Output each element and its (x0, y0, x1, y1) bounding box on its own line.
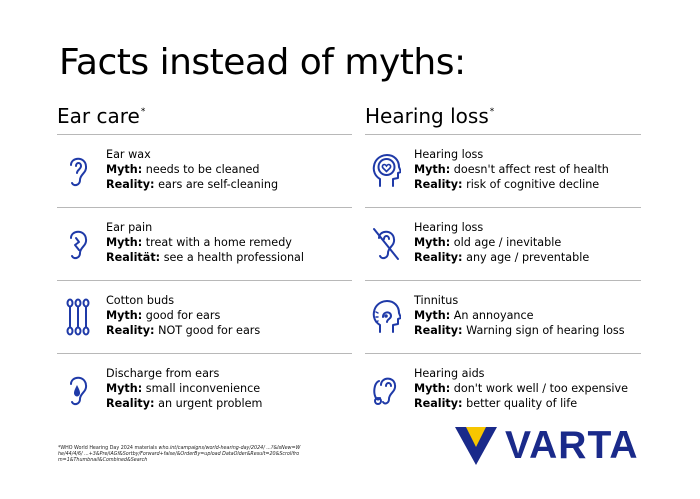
myth-item-ear-pain (57, 208, 352, 281)
myth-item-hearing-aids (365, 354, 641, 426)
item-reality: Reality: ears are self-cleaning (106, 178, 279, 191)
myth-item-tinnitus (365, 281, 641, 354)
item-reality: Reality: risk of cognitive decline (414, 178, 600, 191)
item-myth: Myth: old age / inevitable (414, 236, 562, 249)
item-reality: Reality: an urgent problem (106, 397, 263, 410)
tinnitus-head-icon (371, 298, 401, 336)
item-myth: Myth: good for ears (106, 309, 221, 322)
item-reality: Reality: better quality of life (414, 397, 578, 410)
item-reality: Reality: Warning sign of hearing loss (414, 324, 625, 337)
head-heart-icon (371, 152, 401, 190)
footnote-link[interactable]: who.int/campaigns/world-hearing-day/2024/ ...?&IsNew=Whe/44/4/6/ ...+3&Pre/iAGf&Sortby/Forward+false/&OrderBy=upload DataOlder&Result=20&Scrollfrom=1&Thumbnail&Combined&Search (58, 446, 301, 464)
myth-item-discharge (57, 354, 352, 426)
item-myth: Myth: treat with a home remedy (106, 236, 292, 249)
myth-item-hearing-loss-age (365, 208, 641, 281)
item-myth: Myth: small inconvenience (106, 382, 261, 395)
hearing-loss-column (365, 98, 641, 426)
item-topic: Hearing aids (414, 367, 485, 380)
item-topic: Hearing loss (414, 221, 484, 234)
hearing-loss-heading: Hearing loss* (365, 104, 495, 128)
item-reality: Realität: see a health professional (106, 251, 305, 264)
footnote-text: *WHO World Hearing Day 2024 materials (58, 446, 159, 451)
footnote-marker: * (140, 107, 146, 117)
item-topic: Cotton buds (106, 294, 175, 307)
page-title: Facts instead of myths: (59, 42, 466, 83)
ear-icon (63, 152, 93, 190)
item-reality: Reality: any age / preventable (414, 251, 590, 264)
hearing-aid-icon (371, 371, 401, 409)
item-myth: Myth: needs to be cleaned (106, 163, 260, 176)
ear-care-heading: Ear care* (57, 104, 146, 128)
item-myth: Myth: An annoyance (414, 309, 534, 322)
myth-item-ear-wax (57, 135, 352, 208)
item-myth: Myth: doesn't affect rest of health (414, 163, 609, 176)
myth-item-cotton-buds (57, 281, 352, 354)
ear-care-column (57, 98, 352, 426)
item-reality: Reality: NOT good for ears (106, 324, 261, 337)
brand-wordmark: VARTA (505, 424, 639, 467)
item-topic: Hearing loss (414, 148, 484, 161)
myth-item-hearing-loss-health (365, 135, 641, 208)
item-topic: Ear pain (106, 221, 153, 234)
ear-pain-icon (63, 225, 93, 263)
item-topic: Tinnitus (414, 294, 459, 307)
footnote-marker: * (489, 107, 495, 117)
cotton-buds-icon (63, 298, 93, 336)
varta-logo (452, 425, 644, 467)
item-topic: Discharge from ears (106, 367, 220, 380)
item-myth: Myth: don't work well / too expensive (414, 382, 629, 395)
ear-discharge-icon (63, 371, 93, 409)
footnote (58, 446, 303, 465)
crossed-ear-icon (371, 225, 401, 263)
item-topic: Ear wax (106, 148, 151, 161)
